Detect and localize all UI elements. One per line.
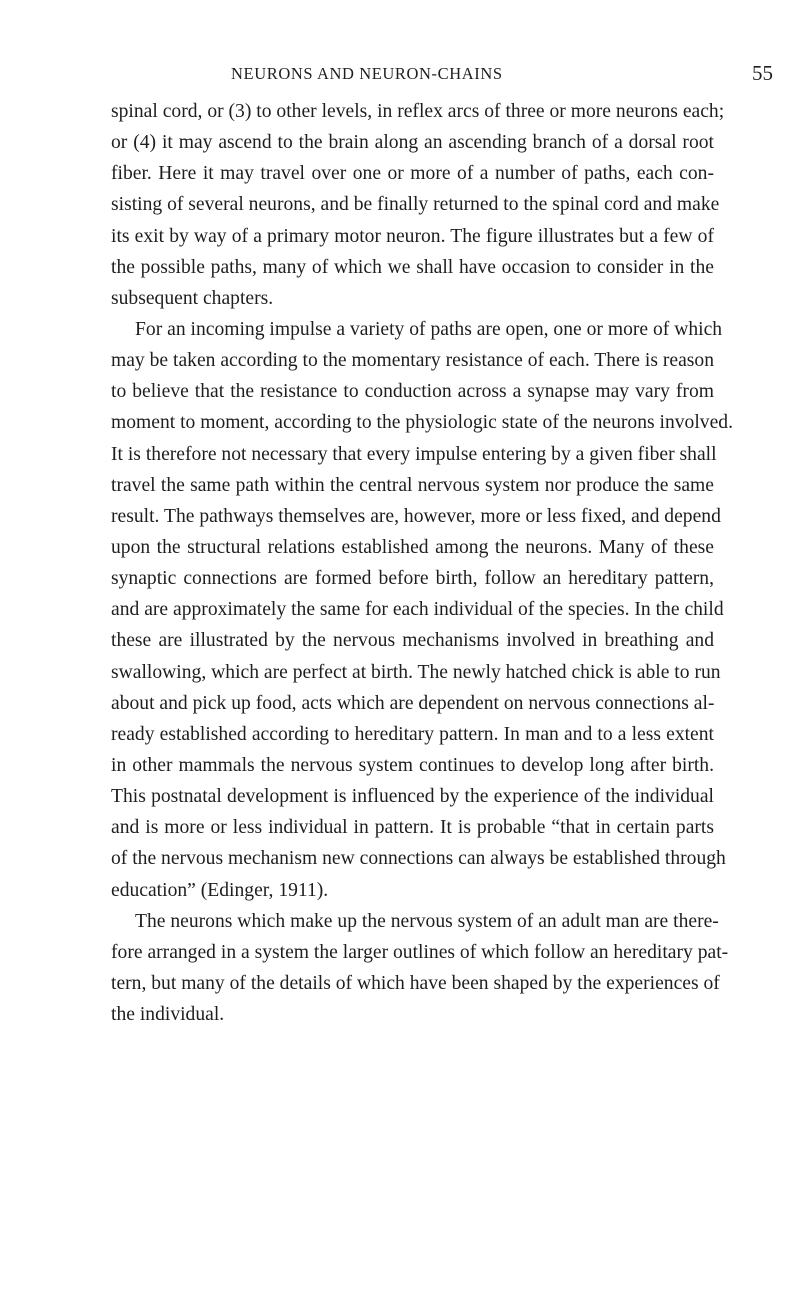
text-line: to believe that the resistance to conduction across a synapse may vary from xyxy=(111,381,714,403)
text-line: result. The pathways themselves are, however, more or less fixed, and depend xyxy=(111,505,721,527)
text-line: of the nervous mechanism new connections can always be established through xyxy=(111,848,726,870)
text-line: swallowing, which are perfect at birth. The newly hatched chick is able to run xyxy=(111,661,721,683)
running-title: NEURONS AND NEURON-CHAINS xyxy=(231,64,503,83)
text-line: in other mammals the nervous system continues to develop long after birth. xyxy=(111,754,714,776)
text-line: and are approximately the same for each individual of the species. In the child xyxy=(111,599,724,621)
text-line: or (4) it may ascend to the brain along an ascending branch of a dorsal root xyxy=(111,132,714,154)
text-line: upon the structural relations established among the neurons. Many of these xyxy=(111,536,714,558)
text-line: ready established according to hereditary pattern. In man and to a less extent xyxy=(111,723,714,745)
text-line: synaptic connections are formed before birth, follow an hereditary pattern, xyxy=(111,568,714,590)
text-line: about and pick up food, acts which are dependent on nervous connections al- xyxy=(111,692,715,714)
text-line: It is therefore not necessary that every impulse entering by a given fiber shall xyxy=(111,443,717,465)
text-line: the individual. xyxy=(111,1004,225,1026)
running-head xyxy=(0,62,800,86)
text-line: may be taken according to the momentary resistance of each. There is reason xyxy=(111,350,714,372)
text-line: The neurons which make up the nervous system of an adult man are there- xyxy=(135,910,719,932)
text-line: subsequent chapters. xyxy=(111,287,274,309)
text-line: its exit by way of a primary motor neuron. The figure illustrates but a few of xyxy=(111,225,714,247)
text-line: spinal cord, or (3) to other levels, in reflex arcs of three or more neurons each; xyxy=(111,101,725,122)
page-number: 55 xyxy=(752,61,773,85)
text-line: fiber. Here it may travel over one or more of a number of paths, each con- xyxy=(111,163,714,185)
text-line: and is more or less individual in pattern. It is probable “that in certain parts xyxy=(111,817,714,839)
text-line: education” (Edinger, 1911). xyxy=(111,879,329,901)
text-line: the possible paths, many of which we shall have occasion to consider in the xyxy=(111,256,714,278)
text-line: these are illustrated by the nervous mechanisms involved in breathing and xyxy=(111,630,714,652)
text-line: tern, but many of the details of which have been shaped by the experiences of xyxy=(111,972,720,994)
text-line: fore arranged in a system the larger outlines of which follow an hereditary pat- xyxy=(111,941,729,963)
text-line: sisting of several neurons, and be finally returned to the spinal cord and make xyxy=(111,194,720,216)
text-line: For an incoming impulse a variety of paths are open, one or more of which xyxy=(135,318,723,340)
text-line: travel the same path within the central nervous system nor produce the same xyxy=(111,474,714,496)
text-line: moment to moment, according to the physiologic state of the neurons involved. xyxy=(111,412,733,434)
text-line: This postnatal development is influenced by the experience of the individual xyxy=(111,786,714,808)
body-text xyxy=(111,96,733,1030)
